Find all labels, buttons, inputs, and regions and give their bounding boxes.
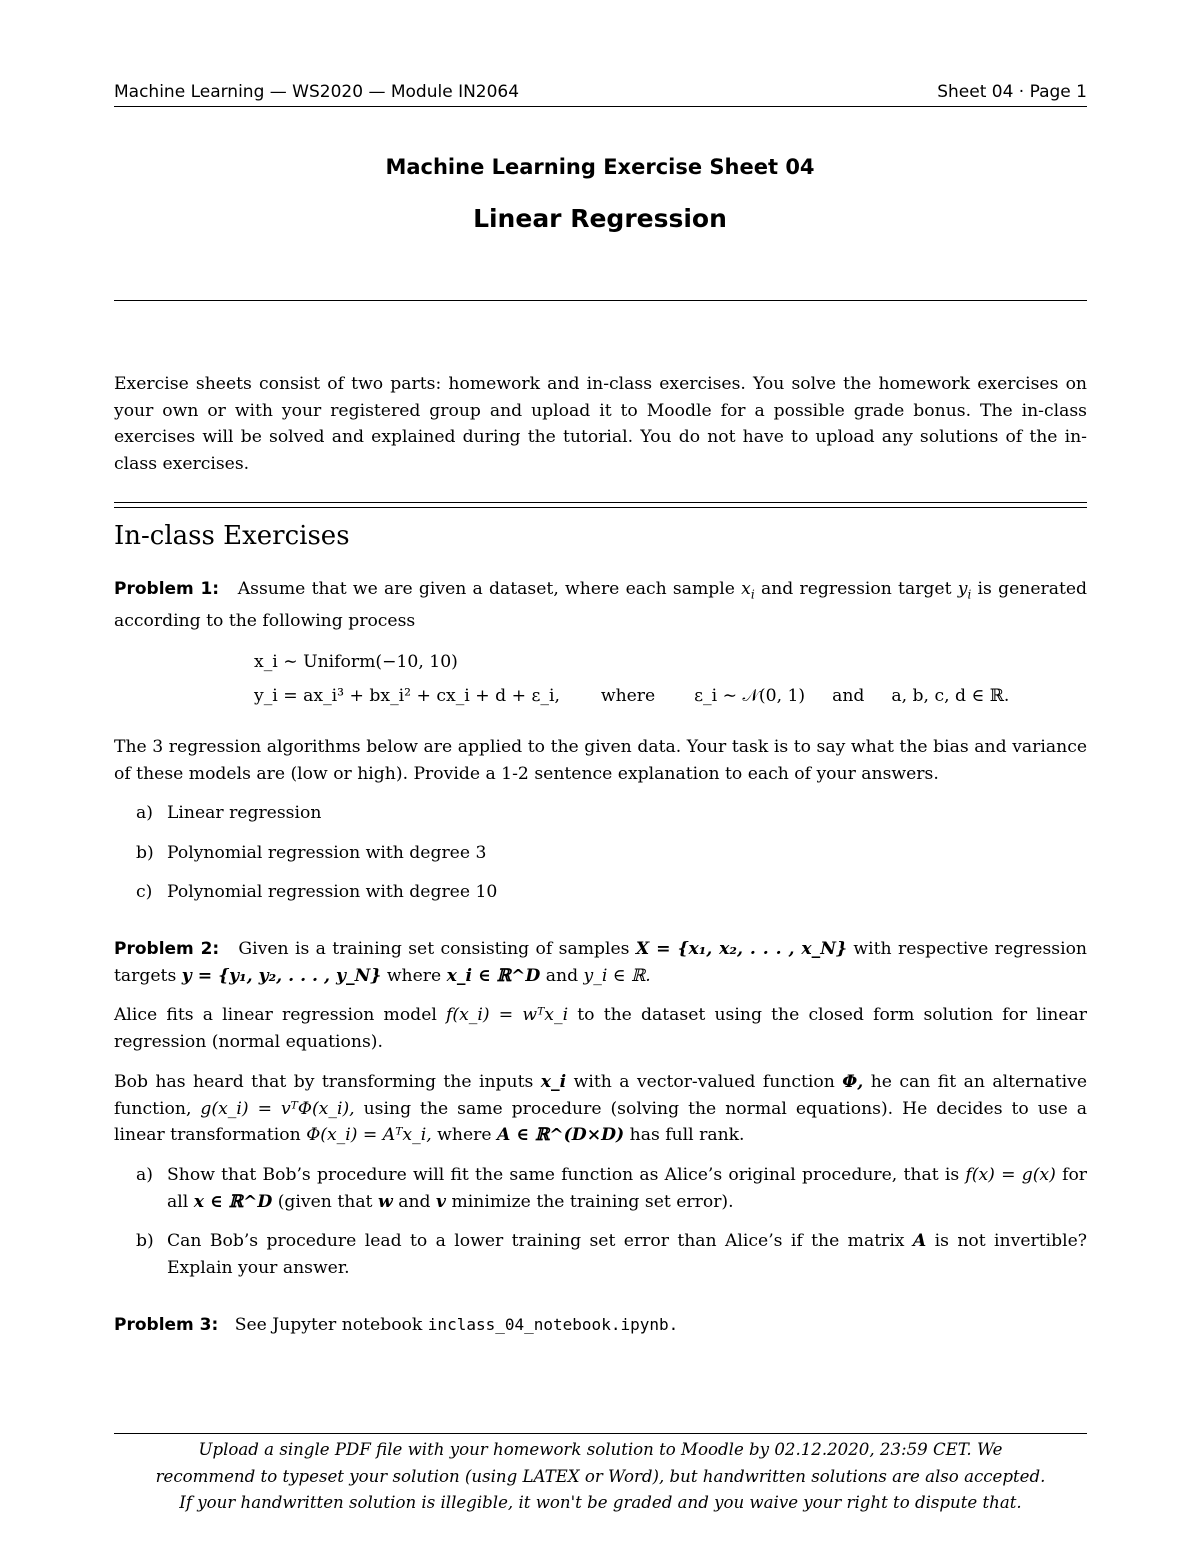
problem-2-label: Problem 2: xyxy=(114,939,220,959)
list-item: a) Show that Bob’s procedure will fit the same function as Alice’s original procedure, that is f(x) = g(x) for all x ∈ ℝ^D (given that w and v minimize the training set error). xyxy=(136,1165,1088,1212)
section-rule-bottom xyxy=(114,507,1087,508)
header-course: Machine Learning — WS2020 — Module IN2064 xyxy=(114,82,520,102)
intro-paragraph xyxy=(114,371,1087,477)
footer-line-3: If your handwritten solution is illegible, it won't be graded and you waive your right to dispute that. xyxy=(179,1493,1022,1512)
header-rule xyxy=(114,106,1087,107)
problem-3-statement: Problem 3: See Jupyter notebook inclass_04_notebook.ipynb. xyxy=(114,1315,679,1335)
problem-1-items xyxy=(114,800,1087,906)
topic-title: Linear Regression xyxy=(473,204,727,233)
page-header xyxy=(114,82,1087,106)
footer-note xyxy=(114,1437,1087,1517)
section-title: In-class Exercises xyxy=(114,521,350,551)
problem-3-label: Problem 3: xyxy=(114,1315,219,1335)
footer-rule xyxy=(114,1433,1087,1434)
section-rule-top xyxy=(114,502,1087,503)
title-rule xyxy=(114,300,1087,301)
equation-target: y_i = ax_i³ + bx_i² + cx_i + d + ε_i, where ε_i ∼ 𝒩(0, 1) and a, b, c, d ∈ ℝ. xyxy=(254,686,1010,706)
sheet-title: Machine Learning Exercise Sheet 04 xyxy=(385,155,815,179)
list-item: b) Can Bob’s procedure lead to a lower training set error than Alice’s if the matrix A is not invertible? Explain your answer. xyxy=(136,1231,1088,1278)
notebook-filename: inclass_04_notebook.ipynb. xyxy=(427,1315,679,1334)
header-page-number: Sheet 04 · Page 1 xyxy=(937,82,1087,102)
list-item: a) Linear regression xyxy=(136,803,322,823)
problem-1-statement: Problem 1: Assume that we are given a dataset, where each sample $x_i$ and regression target $y_i$ is generated according to the following process xyxy=(114,579,1088,631)
problem-2-alice: Alice fits a linear regression model f(x_i) = wᵀx_i to the dataset using the closed form solution for linear regression (normal equations). xyxy=(114,1005,1088,1052)
problem-1-label: Problem 1: xyxy=(114,579,220,599)
equation-sampling: x_i ∼ Uniform(−10, 10) xyxy=(254,652,458,672)
footer-line-1: Upload a single PDF file with your homework solution to Moodle by 02.12.2020, 23:59 CET. We xyxy=(198,1440,1003,1459)
footer-line-2: recommend to typeset your solution (using LATEX or Word), but handwritten solutions are also accepted. xyxy=(155,1466,1046,1486)
problem-1-task: The 3 regression algorithms below are applied to the given data. Your task is to say what the bias and variance of these models are (low or high). Provide a 1-2 sentence explanation to each of your answers. xyxy=(114,737,1087,784)
list-item: b) Polynomial regression with degree 3 xyxy=(136,842,487,863)
list-item: c) Polynomial regression with degree 10 xyxy=(136,882,498,902)
intro-text: Exercise sheets consist of two parts: homework and in-class exercises. You solve the homework exercises on your own or with your registered group and upload it to Moodle for a possible grade bonus. The in-class exercises will be solved and explained during the tutorial. You do not have to upload any solutions of the in-class exercises. xyxy=(114,374,1087,474)
problem-2-bob: Bob has heard that by transforming the inputs x_i with a vector-valued function Φ, he can fit an alternative function, g(x_i) = vᵀΦ(x_i), using the same procedure (solving the normal equations). He decides to use a linear transformation Φ(x_i) = Aᵀx_i, where A ∈ ℝ^(D×D) has full rank. xyxy=(114,1072,1088,1145)
problem-2-statement: Problem 2: Given is a training set consisting of samples X = {x₁, x₂, . . . , x_N} with respective regression targets y = {y₁, y₂, . . . , y_N} where x_i ∈ ℝ^D and y_i ∈ ℝ. xyxy=(114,939,1087,986)
problem-2-items xyxy=(114,1162,1087,1281)
